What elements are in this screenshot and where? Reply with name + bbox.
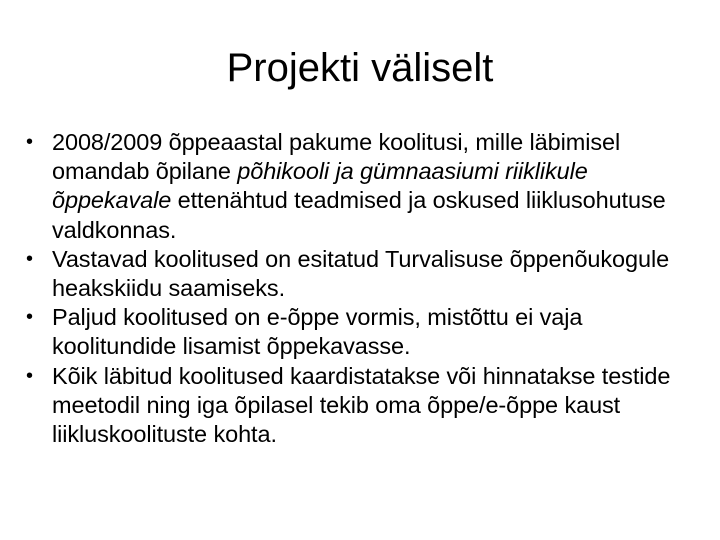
bullet-text bbox=[52, 246, 669, 301]
bullet-text bbox=[52, 363, 670, 447]
bullet-icon: • bbox=[26, 131, 33, 153]
bullet-item bbox=[22, 303, 702, 361]
bullet-text-part: Vastavad koolitused on esitatud Turvalisuse õppenõukogule heakskiidu saamiseks. bbox=[52, 245, 670, 302]
bullet-text-part-italic: põhikooli ja gümnaasiumi riiklikule õppekavale bbox=[52, 158, 588, 214]
bullet-text-part: Paljud koolitused on e-õppe vormis, mistõttu ei vaja koolitundide lisamist õppekavasse. bbox=[52, 304, 583, 360]
bullet-icon: • bbox=[26, 364, 33, 387]
bullet-icon: • bbox=[26, 247, 33, 270]
bullet-list bbox=[22, 128, 702, 449]
bullet-text bbox=[52, 304, 582, 359]
bullet-item bbox=[22, 362, 702, 450]
bullet-item bbox=[22, 128, 702, 245]
bullet-text bbox=[52, 129, 666, 243]
bullet-icon: • bbox=[26, 306, 33, 329]
bullet-text-part: Kõik läbitud koolitused kaardistatakse või hinnatakse testide meetodil ning iga õpilasel tekib oma õppe/e-õppe kaust liikluskoolituste kohta. bbox=[52, 362, 671, 448]
bullet-text-part: 2008/2009 õppeaastal pakume koolitusi, mille läbimisel omandab õpilane bbox=[52, 129, 621, 185]
bullet-item bbox=[22, 245, 702, 303]
bullet-text-part: ettenähtud teadmised ja oskused liiklusohutuse valdkonnas. bbox=[52, 187, 666, 243]
slide-title: Projekti väliselt bbox=[226, 46, 494, 90]
